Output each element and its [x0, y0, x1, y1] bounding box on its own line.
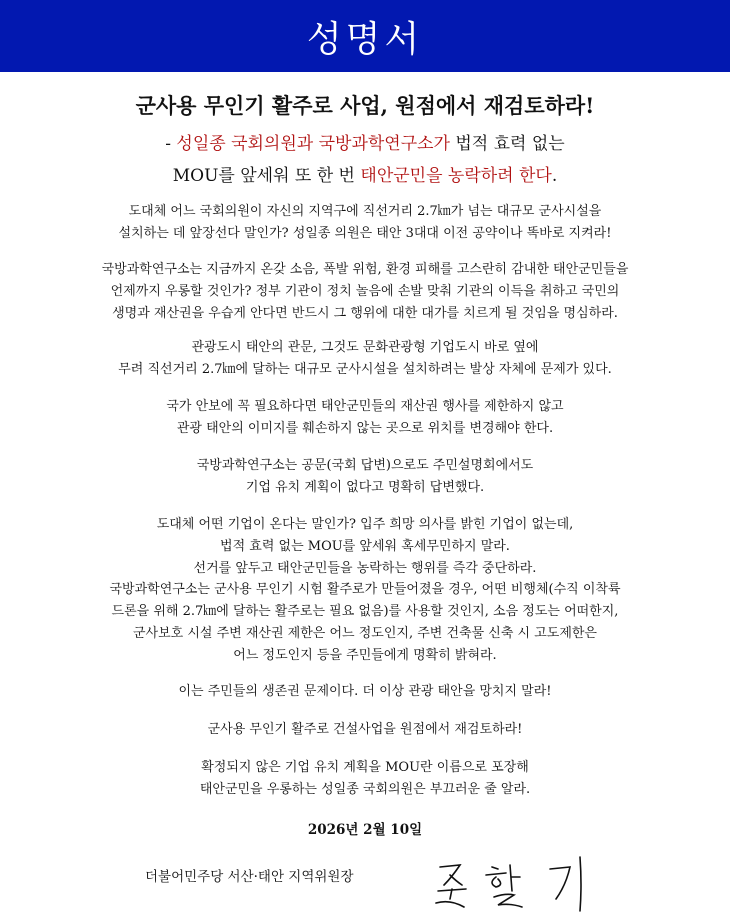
paragraph	[0, 757, 730, 801]
dash: -	[165, 134, 177, 154]
paragraph	[0, 455, 730, 499]
paragraph-line: 국방과학연구소는 군사용 무인기 시험 활주로가 만들어졌을 경우, 어떤 비행체(수직 이착륙	[109, 582, 621, 597]
paragraph-line: 확정되지 않은 기업 유치 계획을 MOU란 이름으로 포장해	[201, 760, 529, 775]
handwritten-signature	[430, 855, 600, 913]
subtitle-text: MOU를 앞세워 또 한 번	[172, 166, 361, 186]
paragraph	[0, 201, 730, 245]
paragraph	[0, 259, 730, 325]
paragraph-line: 국방과학연구소는 지금까지 온갖 소음, 폭발 위험, 환경 피해를 고스란히 감내한 태안군민들을	[101, 262, 629, 277]
headline-subtitle-2	[0, 161, 730, 186]
paragraph-line: 관광도시 태안의 관문, 그것도 문화관광형 기업도시 바로 옆에	[191, 340, 539, 355]
paragraph-line: 이는 주민들의 생존권 문제이다. 더 이상 관광 태안을 망치지 말라!	[178, 684, 552, 699]
paragraph	[0, 719, 730, 741]
subtitle-highlight: 성일종 국회의원과 국방과학연구소가	[176, 134, 450, 154]
paragraph-line: 생명과 재산권을 우습게 안다면 반드시 그 행위에 대한 대가를 치르게 될 것임을 명심하라.	[112, 306, 618, 321]
signer-organization: 더불어민주당 서산·태안 지역위원장	[145, 869, 354, 885]
paragraph-line: 법적 효력 없는 MOU를 앞세워 혹세무민하지 말라.	[220, 539, 510, 554]
document-type-title: 성명서	[306, 18, 424, 60]
paragraph-line: 무려 직선거리 2.7㎞에 달하는 대규모 군사시설을 설치하려는 발상 자체에 문제가 있다.	[118, 362, 612, 377]
paragraph-line: 드론을 위해 2.7㎞에 달하는 활주로는 필요 없음)를 사용할 것인지, 소음 정도는 어떠한지,	[111, 604, 619, 619]
paragraph-line: 선거를 앞두고 태안군민들을 농락하는 행위를 즉각 중단하라.	[193, 561, 537, 576]
paragraph	[0, 579, 730, 667]
subtitle-highlight: 태안군민을 농락하려 한다	[360, 166, 552, 186]
paragraph-line: 국가 안보에 꼭 필요하다면 태안군민들의 재산권 행사를 제한하지 않고	[166, 399, 564, 414]
paragraph-line: 도대체 어떤 기업이 온다는 말인가? 입주 희망 의사를 밝힌 기업이 없는데,	[156, 517, 574, 532]
paragraph	[0, 681, 730, 703]
headline-subtitle-1	[0, 129, 730, 154]
paragraph	[0, 396, 730, 440]
paragraph-line: 군사보호 시설 주변 재산권 제한은 어느 정도인지, 주변 건축물 신축 시 고도제한은	[132, 626, 597, 641]
paragraph	[0, 337, 730, 381]
paragraph-line: 태안군민을 우롱하는 성일종 국회의원은 부끄러운 줄 알라.	[199, 782, 531, 797]
paragraph-line: 관광 태안의 이미지를 훼손하지 않는 곳으로 위치를 변경해야 한다.	[176, 421, 554, 436]
paragraph	[0, 514, 730, 580]
paragraph-line: 언제까지 우롱할 것인가? 정부 기관이 정치 놀음에 손발 맞춰 기관의 이득을 취하고 국민의	[110, 284, 620, 299]
paragraph-line: 어느 정도인지 등을 주민들에게 명확히 밝혀라.	[233, 648, 497, 663]
paragraph-line: 국방과학연구소는 공문(국회 답변)으로도 주민설명회에서도	[196, 458, 534, 473]
subtitle-text: .	[551, 166, 558, 186]
paragraph-line: 군사용 무인기 활주로 건설사업을 원점에서 재검토하라!	[207, 722, 523, 737]
headline-title: 군사용 무인기 활주로 사업, 원점에서 재검토하라!	[135, 93, 595, 118]
paragraph-line: 기업 유치 계획이 없다고 명확히 답변했다.	[245, 480, 485, 495]
paragraph-line: 도대체 어느 국회의원이 자신의 지역구에 직선거리 2.7㎞가 넘는 대규모 군사시설을	[128, 204, 602, 219]
subtitle-text: 법적 효력 없는	[449, 134, 565, 154]
paragraph-line: 설치하는 데 앞장선다 말인가? 성일종 의원은 태안 3대대 이전 공약이나 똑바로 지켜라!	[118, 226, 612, 241]
header-banner	[0, 0, 730, 72]
statement-date: 2026년 2월 10일	[307, 822, 423, 838]
